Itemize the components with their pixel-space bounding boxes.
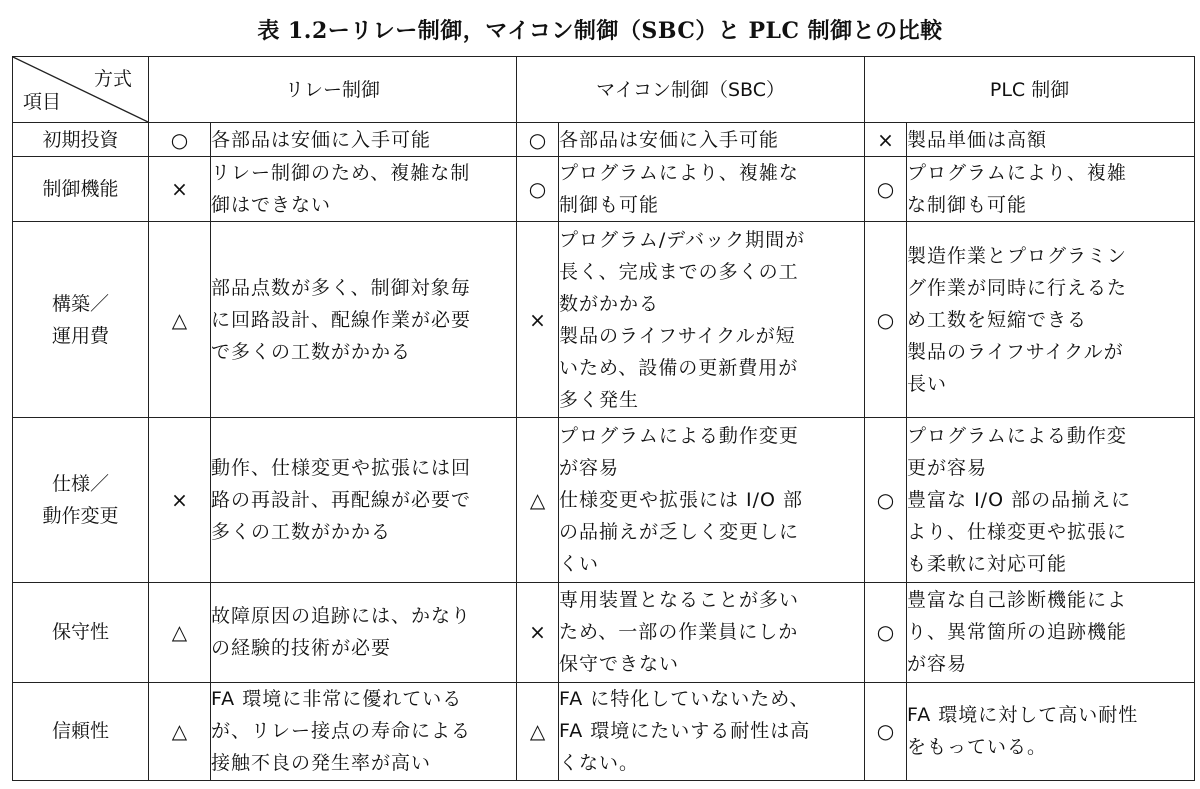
table-row-spec-change (13, 418, 1195, 582)
rating-mark-plc: ○ (865, 582, 907, 682)
description-line: が、リレー接点の寿命による (211, 720, 472, 743)
description-line: ため、一部の作業員にしか (559, 621, 799, 644)
description-line: 専用装置となることが多い (559, 589, 800, 612)
item-label-cell (13, 222, 149, 418)
description-line: 仕様変更や拡張には I/O 部 (559, 489, 804, 512)
description-line: 長く、完成までの多くの工 (559, 260, 799, 283)
description-line: FA に特化していないため、 (559, 688, 810, 711)
description-line: 保守できない (559, 653, 680, 676)
description-line: FA 環境にたいする耐性は高 (559, 720, 811, 743)
description-line: FA 環境に対して高い耐性 (907, 704, 1139, 727)
description-line: 接触不良の発生率が高い (211, 752, 432, 775)
item-label-line: 信頼性 (51, 720, 109, 743)
description-line: グ作業が同時に行えるた (907, 276, 1128, 299)
description-line: も柔軟に対応可能 (907, 553, 1068, 576)
rating-mark-plc: ○ (865, 682, 907, 780)
header-microcontroller-control: マイコン制御（SBC） (517, 57, 865, 123)
description-cell-plc (907, 222, 1195, 418)
item-label-line: 初期投資 (42, 128, 119, 151)
description-line: 長い (907, 372, 948, 395)
description-line: 製品のライフサイクルが短 (559, 324, 796, 347)
description-line: プログラムによる動作変 (907, 425, 1127, 448)
description-line: リレー制御のため、複雑な制 (211, 162, 471, 185)
rating-mark-plc: ○ (865, 157, 907, 222)
description-line: FA 環境に非常に優れている (211, 688, 463, 711)
comparison-table (12, 56, 1195, 781)
description-line: り、異常箇所の追跡機能 (907, 621, 1128, 644)
rating-mark-relay: △ (149, 582, 211, 682)
description-line: 多く発生 (559, 388, 640, 411)
description-line: くない。 (559, 752, 640, 775)
description-cell-microcontroller (559, 157, 865, 222)
table-row-maintainability (13, 582, 1195, 682)
description-cell-plc (907, 123, 1195, 157)
rating-mark-relay: × (149, 157, 211, 222)
item-label-line: 運用費 (51, 324, 109, 347)
description-cell-relay (211, 222, 517, 418)
rating-mark-plc: ○ (865, 418, 907, 582)
rating-mark-microcontroller: ○ (517, 123, 559, 157)
description-line: より、仕様変更や拡張に (907, 521, 1128, 544)
description-line: 御はできない (211, 194, 332, 217)
rating-mark-plc: ○ (865, 222, 907, 418)
item-label-cell (13, 682, 149, 780)
description-line: 多くの工数がかかる (211, 521, 392, 544)
description-cell-microcontroller (559, 222, 865, 418)
description-line: で多くの工数がかかる (211, 340, 412, 363)
description-cell-plc (907, 582, 1195, 682)
item-label-line: 保守性 (51, 621, 109, 644)
description-line: 豊富な自己診断機能によ (907, 589, 1128, 612)
description-cell-plc (907, 157, 1195, 222)
description-cell-relay (211, 123, 517, 157)
description-line: が容易 (907, 653, 968, 676)
description-line: 各部品は安価に入手可能 (211, 128, 432, 151)
item-label-line: 制御機能 (42, 178, 119, 201)
description-cell-microcontroller (559, 123, 865, 157)
description-line: くい (559, 553, 600, 576)
rating-mark-relay: × (149, 418, 211, 582)
description-line: プログラムにより、複雑な (559, 162, 799, 185)
description-cell-relay (211, 682, 517, 780)
header-row (13, 57, 1195, 123)
table-body (13, 123, 1195, 781)
description-line: の経験的技術が必要 (211, 637, 392, 660)
description-line: 製品のライフサイクルが (907, 340, 1124, 363)
description-line: プログラムにより、複雑 (907, 162, 1127, 185)
description-line: 製品単価は高額 (907, 128, 1048, 151)
rating-mark-relay: △ (149, 222, 211, 418)
description-cell-microcontroller (559, 418, 865, 582)
description-cell-relay (211, 157, 517, 222)
description-line: プログラムによる動作変更 (559, 425, 799, 448)
table-row-reliability (13, 682, 1195, 780)
corner-header-cell (13, 57, 149, 123)
description-line: をもっている。 (907, 736, 1048, 759)
description-cell-relay (211, 582, 517, 682)
description-line: 故障原因の追跡には、かなり (211, 605, 472, 628)
table-row-initial-investment (13, 123, 1195, 157)
description-line: 各部品は安価に入手可能 (559, 128, 780, 151)
description-cell-microcontroller (559, 682, 865, 780)
header-relay-control: リレー制御 (149, 57, 517, 123)
table-title: 表 1.2ーリレー制御，マイコン制御（SBC）と PLC 制御との比較 (257, 18, 943, 44)
description-line: 動作、仕様変更や拡張には回 (211, 457, 472, 480)
item-label-cell (13, 418, 149, 582)
description-line: いため、設備の更新費用が (559, 356, 799, 379)
description-line: 部品点数が多く、制御対象毎 (211, 276, 471, 299)
rating-mark-microcontroller: ○ (517, 157, 559, 222)
corner-label-item: 項目 (23, 91, 62, 113)
description-cell-microcontroller (559, 582, 865, 682)
description-line: 豊富な I/O 部の品揃えに (907, 489, 1132, 512)
description-cell-relay (211, 418, 517, 582)
description-line: 更が容易 (907, 457, 988, 480)
item-label-line: 仕様／ (51, 473, 109, 496)
description-line: が容易 (559, 457, 620, 480)
item-label-line: 構築／ (51, 292, 109, 315)
description-cell-plc (907, 418, 1195, 582)
item-label-cell (13, 123, 149, 157)
rating-mark-relay: △ (149, 682, 211, 780)
description-line: 制御も可能 (559, 194, 660, 217)
item-label-cell (13, 157, 149, 222)
description-line: に回路設計、配線作業が必要 (211, 308, 472, 331)
description-line: 数がかかる (559, 292, 660, 315)
item-label-line: 動作変更 (42, 505, 119, 528)
header-plc-control: PLC 制御 (865, 57, 1195, 123)
description-line: プログラム/デバック期間が (559, 228, 806, 251)
description-line: の品揃えが乏しく変更しに (559, 521, 800, 544)
description-line: め工数を短縮できる (907, 308, 1088, 331)
rating-mark-plc: × (865, 123, 907, 157)
rating-mark-microcontroller: △ (517, 682, 559, 780)
corner-label-method: 方式 (93, 68, 132, 90)
item-label-cell (13, 582, 149, 682)
description-line: 製造作業とプログラミン (907, 244, 1128, 267)
table-row-build-operation-cost (13, 222, 1195, 418)
rating-mark-microcontroller: △ (517, 418, 559, 582)
rating-mark-relay: ○ (149, 123, 211, 157)
rating-mark-microcontroller: × (517, 222, 559, 418)
rating-mark-microcontroller: × (517, 582, 559, 682)
table-row-control-function (13, 157, 1195, 222)
description-cell-plc (907, 682, 1195, 780)
description-line: な制御も可能 (907, 194, 1028, 217)
description-line: 路の再設計、再配線が必要で (211, 489, 472, 512)
